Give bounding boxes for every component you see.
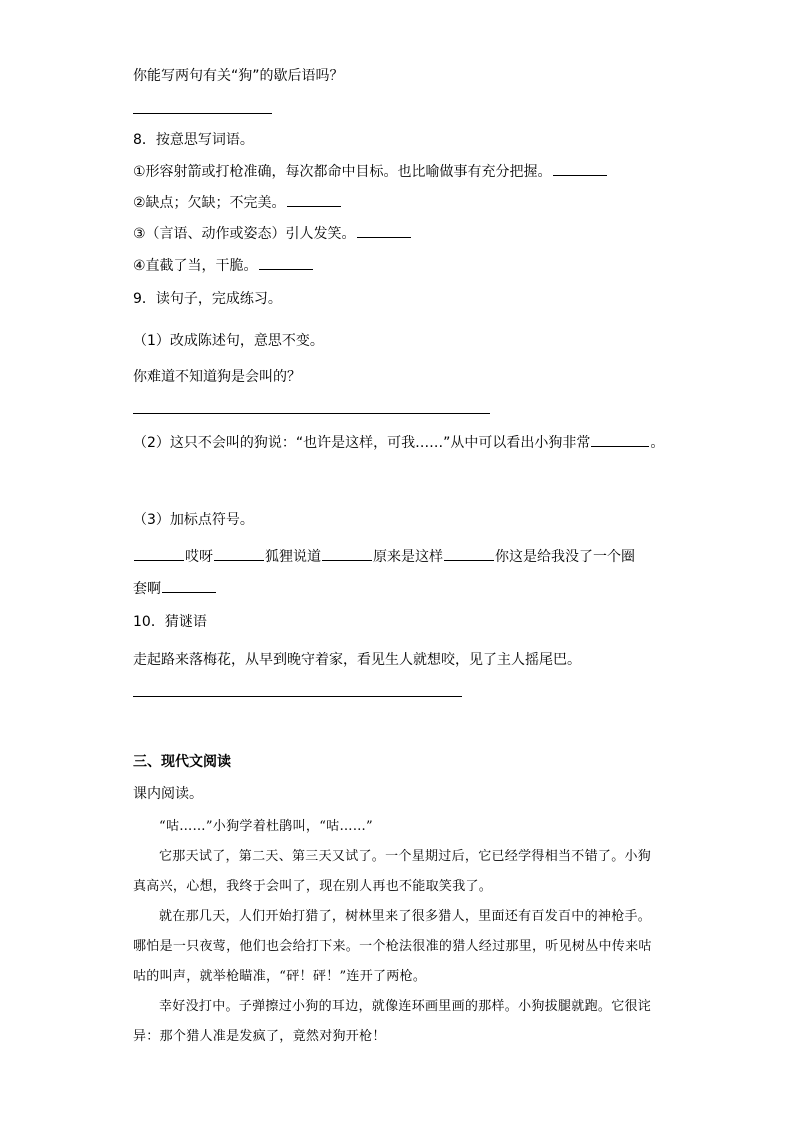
- q9-part3-seg-2: 狐狸说道: [265, 549, 321, 565]
- q8-title: 8．按意思写词语。: [133, 132, 254, 148]
- q7-answer-line[interactable]: [133, 113, 272, 114]
- q9-part3-seg-4: 你这是给我没了一个圈: [495, 549, 635, 565]
- q9-part3-line2: 套啊: [133, 581, 161, 597]
- q9-part3-seg-3: 原来是这样: [373, 549, 443, 565]
- q10-riddle: 走起路来落梅花，从早到晚守着家，看见生人就想咬，见了主人摇尾巴。: [133, 652, 581, 668]
- punct-blank-2[interactable]: [214, 546, 264, 561]
- q10-title: 10．猜谜语: [133, 614, 207, 630]
- q10-answer-line[interactable]: [133, 696, 462, 697]
- q9-part1-title: （1）改成陈述句，意思不变。: [133, 333, 324, 349]
- punct-blank-3[interactable]: [322, 546, 372, 561]
- punct-blank-4[interactable]: [444, 546, 494, 561]
- q8-item-3-text: ③（言语、动作或姿态）引人发笑。: [133, 226, 356, 242]
- q8-item-1-blank[interactable]: [553, 161, 607, 176]
- q9-part2: [133, 432, 664, 453]
- q8-item-1-text: ①形容射箭或打枪准确，每次都命中目标。也比喻做事有充分把握。: [133, 164, 552, 180]
- q9-title: 9．读句子，完成练习。: [133, 291, 282, 307]
- q9-part3-title: （3）加标点符号。: [133, 512, 254, 528]
- q9-part1-answer-line[interactable]: [133, 413, 490, 414]
- q8-item-4-blank[interactable]: [259, 255, 313, 270]
- q9-part2-blank[interactable]: [591, 432, 649, 447]
- passage-paragraph-4: 幸好没打中。子弹擦过小狗的耳边，就像连环画里画的那样。小狗拔腿就跑。它很诧异：那个猎人准是发疯了，竟然对狗开枪！: [133, 999, 652, 1044]
- punct-blank-5[interactable]: [162, 578, 216, 593]
- q8-item-4-text: ④直截了当，干脆。: [133, 258, 258, 274]
- q8-item-2-text: ②缺点；欠缺；不完美。: [133, 195, 286, 211]
- q9-part3-sentence: [133, 546, 635, 567]
- q8-item-3-blank[interactable]: [357, 223, 411, 238]
- passage-paragraph-3: 就在那几天，人们开始打猎了，树林里来了很多猎人，里面还有百发百中的神枪手。哪怕是一只夜莺，他们也会给打下来。一个枪法很准的猎人经过那里，听见树丛中传来咕咕的叫声，就举枪瞄准，“砰！砰！”连开了两枪。: [133, 909, 652, 984]
- q9-part2-end: 。: [650, 435, 665, 451]
- q8-item-3: [133, 223, 412, 244]
- q9-part2-text: （2）这只不会叫的狗说：“也许是这样，可我……”从中可以看出小狗非常: [133, 435, 591, 451]
- q8-item-1: [133, 161, 608, 182]
- q8-item-4: [133, 255, 314, 276]
- punct-blank-1[interactable]: [134, 546, 184, 561]
- passage-paragraph-2: 它那天试了，第二天、第三天又试了。一个星期过后，它已经学得相当不错了。小狗真高兴，心想，我终于会叫了，现在别人再也不能取笑我了。: [133, 849, 652, 894]
- q7-question-text: 你能写两句有关“狗”的歇后语吗？: [133, 68, 344, 84]
- q9-part3-sentence-cont: [133, 578, 217, 599]
- q9-part1-sentence: 你难道不知道狗是会叫的？: [133, 369, 301, 385]
- passage-paragraph-1: “咕……”小狗学着杜鹃叫，“咕……”: [159, 819, 373, 834]
- q8-item-2-blank[interactable]: [287, 192, 341, 207]
- reading-passage: [133, 812, 653, 1052]
- section-3-heading: 三、现代文阅读: [133, 754, 231, 770]
- section-3-subheading: 课内阅读。: [133, 786, 203, 802]
- q9-part3-seg-1: 哎呀: [185, 549, 213, 565]
- q8-item-2: [133, 192, 342, 213]
